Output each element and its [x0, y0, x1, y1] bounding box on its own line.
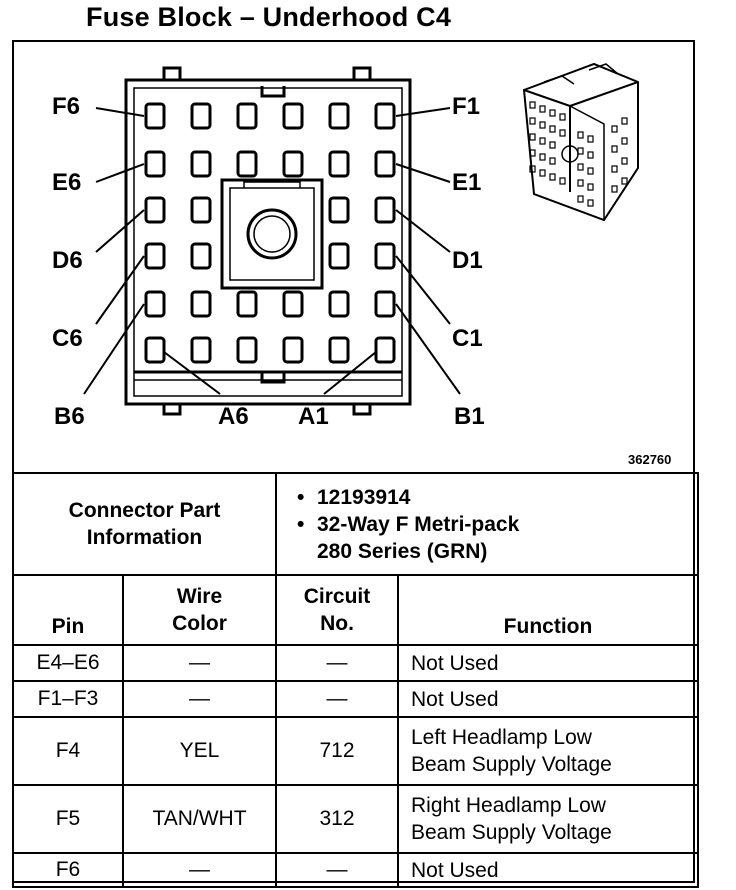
header-circuit-line2: No.: [320, 612, 354, 635]
cell-pin: F4: [13, 717, 123, 785]
header-function-text: Function: [503, 615, 593, 638]
part-number-item: [297, 484, 697, 511]
cell-function: [398, 645, 698, 681]
header-pin: [13, 575, 123, 645]
pin-label-e6: E6: [52, 169, 82, 196]
pin-label-d6: D6: [52, 247, 83, 274]
connector-info-label-line1: Connector Part: [68, 499, 221, 522]
table-row: [13, 717, 698, 785]
pin-label-b1: B1: [454, 403, 485, 430]
connector-cavities: [146, 104, 394, 362]
connector-info-row: [13, 473, 698, 575]
cell-wire-color: —: [123, 645, 276, 681]
function-line2: Beam Supply Voltage: [411, 753, 612, 776]
part-number: 12193914: [317, 485, 411, 509]
connector-info-label: [13, 473, 276, 575]
pin-label-e1: E1: [452, 169, 482, 196]
cell-circuit: —: [276, 853, 398, 887]
table-row: [13, 645, 698, 681]
header-wire-line2: Color: [172, 612, 227, 635]
cell-function: [398, 853, 698, 887]
pin-label-d1: D1: [452, 247, 483, 274]
pin-label-c1: C1: [452, 325, 483, 352]
cell-function: [398, 717, 698, 785]
connector-info-details: [276, 473, 698, 575]
header-circuit-line1: Circuit: [303, 585, 371, 608]
figure-number: 362760: [628, 452, 672, 467]
cell-wire-color: YEL: [123, 717, 276, 785]
table-row: [13, 681, 698, 717]
header-wire-color: [123, 575, 276, 645]
header-pin-text: Pin: [51, 615, 85, 638]
function-line1: Right Headlamp Low: [411, 794, 606, 817]
bullet: •: [297, 512, 305, 536]
bullet: •: [297, 485, 305, 509]
connector-diagram: [14, 42, 693, 474]
cell-circuit: 712: [276, 717, 398, 785]
header-circuit-no: [276, 575, 398, 645]
cell-pin: E4–E6: [13, 645, 123, 681]
cell-pin: F5: [13, 785, 123, 853]
cell-function: [398, 681, 698, 717]
connector-face-svg: [14, 42, 693, 474]
table-row: [13, 785, 698, 853]
connector-perspective-illustration: [524, 64, 638, 220]
header-wire-line1: Wire: [176, 585, 223, 608]
function-line2: Beam Supply Voltage: [411, 821, 612, 844]
cell-wire-color: TAN/WHT: [123, 785, 276, 853]
pinout-table: [12, 472, 699, 888]
function-line1: Not Used: [411, 651, 499, 675]
pin-label-a6: A6: [218, 403, 249, 430]
function-line1: Not Used: [411, 858, 499, 882]
pin-label-a1: A1: [298, 403, 329, 430]
connector-description-item: [297, 511, 697, 538]
connector-description-line1: 32-Way F Metri-pack: [317, 512, 520, 536]
cell-wire-color: —: [123, 681, 276, 717]
table-header-row: [13, 575, 698, 645]
cell-pin: F1–F3: [13, 681, 123, 717]
pin-label-f1: F1: [452, 93, 481, 120]
table-row: [13, 853, 698, 887]
cell-wire-color: —: [123, 853, 276, 887]
cell-circuit: 312: [276, 785, 398, 853]
header-function: [398, 575, 698, 645]
pin-label-c6: C6: [52, 325, 83, 352]
cell-pin: F6: [13, 853, 123, 887]
connector-body: [126, 68, 410, 414]
pin-label-b6: B6: [54, 403, 85, 430]
connector-description-line2: 280 Series (GRN): [317, 539, 488, 563]
cell-circuit: —: [276, 681, 398, 717]
cell-function: [398, 785, 698, 853]
connector-info-label-line2: Information: [86, 526, 203, 549]
function-line1: Left Headlamp Low: [411, 726, 592, 749]
cell-circuit: —: [276, 645, 398, 681]
leader-lines: [84, 108, 460, 394]
page-title: Fuse Block – Underhood C4: [86, 2, 452, 32]
pin-label-f6: F6: [52, 93, 81, 120]
function-line1: Not Used: [411, 687, 499, 711]
